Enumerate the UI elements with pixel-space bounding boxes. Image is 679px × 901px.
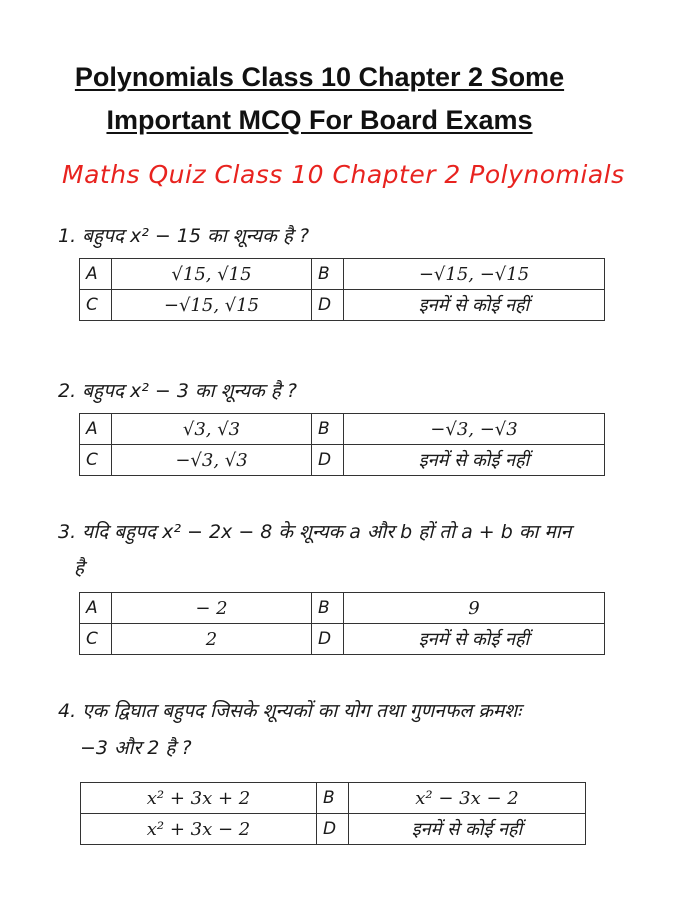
option-value: − 2 xyxy=(112,593,312,624)
options-row xyxy=(80,290,605,321)
question-3-text-line-1: 3. यदि बहुपद x² − 2x − 8 के शून्यक a और b हों तो a + b का मान xyxy=(58,521,572,543)
question-3-text-line-2: है xyxy=(74,557,85,579)
option-label: D xyxy=(312,445,344,476)
option-value: −√3, √3 xyxy=(112,445,312,476)
question-2-text: 2. बहुपद x² − 3 का शून्यक है ? xyxy=(58,380,297,402)
option-label: B xyxy=(312,414,344,445)
option-value: इनमें से कोई नहीं xyxy=(349,814,586,845)
option-label: B xyxy=(312,259,344,290)
options-row xyxy=(81,814,586,845)
options-row xyxy=(81,783,586,814)
quiz-subtitle: Maths Quiz Class 10 Chapter 2 Polynomials xyxy=(62,160,625,189)
options-row xyxy=(80,259,605,290)
option-label: B xyxy=(317,783,349,814)
question-4-text-line-2: −3 और 2 है ? xyxy=(80,737,192,759)
option-label: D xyxy=(317,814,349,845)
options-row xyxy=(80,414,605,445)
option-value: 9 xyxy=(344,593,605,624)
option-label: C xyxy=(80,624,112,655)
option-label: B xyxy=(312,593,344,624)
option-value: x² + 3x − 2 xyxy=(81,814,317,845)
question-1-text: 1. बहुपद x² − 15 का शून्यक है ? xyxy=(58,225,310,247)
page-title-line-1: Polynomials Class 10 Chapter 2 Some xyxy=(74,62,565,92)
option-value: x² + 3x + 2 xyxy=(81,783,317,814)
option-value: √15, √15 xyxy=(112,259,312,290)
option-label: C xyxy=(80,445,112,476)
question-1-options xyxy=(79,258,605,321)
option-value: 2 xyxy=(112,624,312,655)
options-row xyxy=(80,445,605,476)
option-label: D xyxy=(312,624,344,655)
option-value: −√3, −√3 xyxy=(344,414,605,445)
option-label: A xyxy=(80,593,112,624)
option-value: −√15, −√15 xyxy=(344,259,605,290)
option-value: इनमें से कोई नहीं xyxy=(344,624,605,655)
option-label: C xyxy=(80,290,112,321)
option-value: इनमें से कोई नहीं xyxy=(344,290,605,321)
option-value: x² − 3x − 2 xyxy=(349,783,586,814)
options-row xyxy=(80,593,605,624)
question-2-options xyxy=(79,413,605,476)
question-3-options xyxy=(79,592,605,655)
option-label: D xyxy=(312,290,344,321)
option-value: −√15, √15 xyxy=(112,290,312,321)
option-label: A xyxy=(80,414,112,445)
question-4-options xyxy=(80,782,586,845)
option-label: A xyxy=(80,259,112,290)
option-value: √3, √3 xyxy=(112,414,312,445)
page-title-line-2: Important MCQ For Board Exams xyxy=(106,105,533,135)
question-4-text-line-1: 4. एक द्विघात बहुपद जिसके शून्यकों का योग तथा गुणनफल क्रमशः xyxy=(58,700,522,722)
options-row xyxy=(80,624,605,655)
option-value: इनमें से कोई नहीं xyxy=(344,445,605,476)
